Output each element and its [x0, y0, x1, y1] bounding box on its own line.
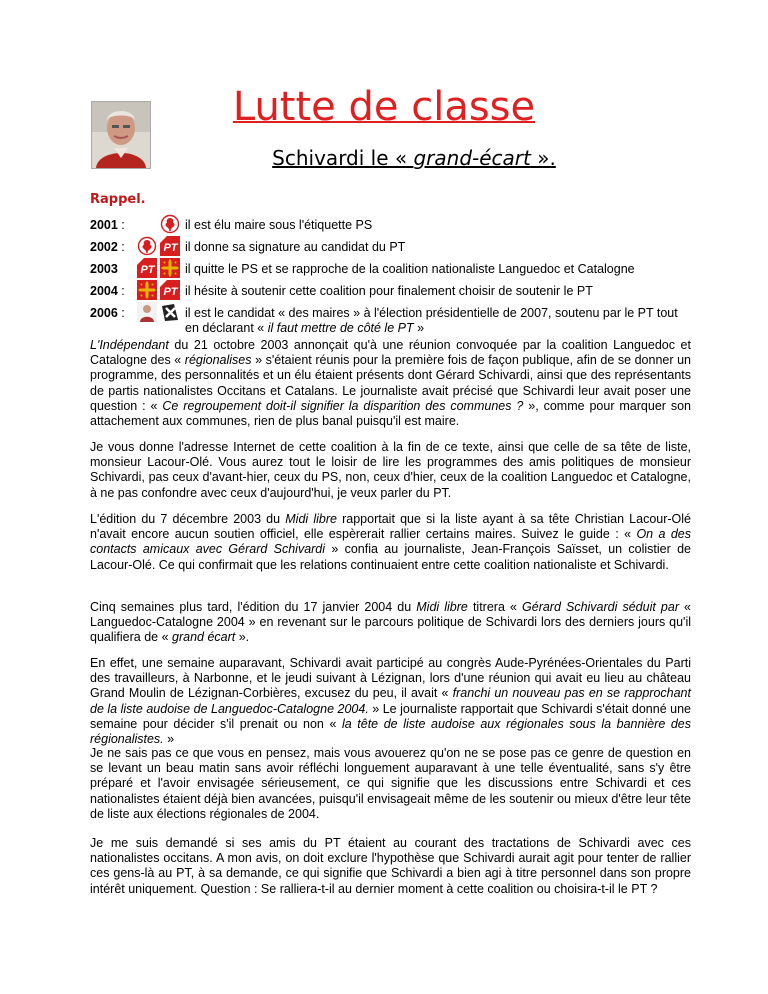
timeline-desc: il quitte le PS et se rapproche de la coalition nationaliste Languedoc et Catalogne	[185, 262, 635, 276]
page-title: Lutte de classe	[232, 84, 536, 130]
occitan-cross-icon	[160, 258, 180, 278]
ballot-icon	[160, 302, 180, 322]
paragraph-1: L'Indépendant du 21 octobre 2003 annonçait qu'à une réunion convoquée par la coalition Languedoc et Catalogne des « régionalises » s'étaient réunis pour la première fois de façon publique, afin de se donner un programme, des personnalités et un élu étaient présents dont Gérard Schivardi, ainsi que des représentants de partis nationalistes Occitans et Catalans. Le journaliste avait précisé que Schivardi leur avait poser une question : « Ce regroupement doit-il signifier la disparition des communes ? », comme pour marquer son attachement aux communes, rien de plus banal puisqu'il est maire.	[90, 338, 691, 429]
timeline-year: 2004	[90, 284, 118, 298]
timeline-year: 2006	[90, 306, 118, 320]
quote: franchi un nouveau pas en se rapprochant de la liste audoise de Languedoc-Catalogne 2004.	[90, 686, 691, 716]
quote: la tête de liste audoise aux régionales sous la bannière des régionalistes.	[90, 716, 691, 747]
paragraph-2: Je vous donne l'adresse Internet de cette coalition à la fin de ce texte, ainsi que celle de sa tête de liste, monsieur Lacour-Olé. Vous aurez tout le loisir de lire les programmes des amis politiques de monsieur Schivardi, pas ceux d'avant-hier, ceux du PS, non, ceux d'hier, ceux de la coalition Languedoc et Catalogne, à ne pas confondre avec ceux d'aujourd'hui, je veux parler du PT.	[90, 440, 691, 500]
newspaper-name: Midi libre	[416, 600, 468, 614]
timeline-desc: il hésite à soutenir cette coalition pour finalement choisir de soutenir le PT	[185, 284, 593, 298]
timeline-list	[90, 218, 690, 340]
pt-logo-icon	[160, 236, 180, 256]
quote: Gérard Schivardi séduit par	[522, 600, 679, 614]
ps-rose-icon	[137, 236, 157, 256]
person-icon	[137, 302, 157, 322]
timeline-item-2003	[90, 262, 690, 284]
pt-logo-icon	[160, 280, 180, 300]
subtitle-emphasis: grand-écart	[413, 146, 531, 170]
section-heading-rappel: Rappel.	[90, 192, 146, 207]
subtitle-end: ».	[530, 146, 556, 170]
ps-rose-icon	[160, 214, 180, 234]
paragraph-7: Je me suis demandé si ses amis du PT étaient au courant des tractations de Schivardi avec ces nationalistes occitans. A mon avis, on doit exclure l'hypothèse que Schivardi aurait agit pour tenter de rallier ces gens-là au PT, à sa demande, ce qui signifie que Schivardi a bien agi à titre personnel dans son propre intérêt uniquement. Question : Se ralliera-t-il au dernier moment à cette coalition ou choisira-t-il le PT ?	[90, 836, 691, 896]
paragraph-5: En effet, une semaine auparavant, Schivardi avait participé au congrès Aude-Pyrénées-Orientales du Parti des travailleurs, à Narbonne, et le jeudi suivant à Lézignan, lors d'une réunion qui avait eu lieu au château Grand Moulin de Lézignan-Corbières, excusez du peu, il avait « franchi un nouveau pas en se rapprochant de la liste audoise de Languedoc-Catalogne 2004. » Le journaliste rapportait que Schivardi s'était donné une semaine pour décider s'il prenait ou non « la tête de liste audoise aux régionales sous la bannière des régionalistes. »	[90, 656, 691, 747]
timeline-year: 2003	[90, 262, 118, 276]
subtitle-text: Schivardi le «	[272, 146, 414, 170]
newspaper-name: Midi libre	[285, 512, 337, 526]
occitan-cross-icon	[137, 280, 157, 300]
timeline-desc: il est le candidat « des maires » à l'élection présidentielle de 2007, soutenu par le PT tout en déclarant « il faut mettre de côté le PT »	[185, 306, 678, 335]
timeline-item-2004: 2004 : il hésite à soutenir cette coalition pour finalement choisir de soutenir le PT	[90, 284, 690, 306]
timeline-year: 2002	[90, 240, 118, 254]
timeline-item-2006: 2006 : il est le candidat « des maires » à l'élection présidentielle de 2007, soutenu par le PT tout en déclarant « il faut mettre de côté le PT »	[90, 306, 690, 340]
paragraph-3: L'édition du 7 décembre 2003 du Midi libre rapportait que si la liste ayant à sa tête Christian Lacour-Olé n'avait encore aucun soutien officiel, elle espèrerait rallier certains maires. Suivez le guide : « On a des contacts amicaux avec Gérard Schivardi » confia au journaliste, Jean-François Saïsset, un colistier de Lacour-Olé. Ce qui confirmait que les relations continuaient entre cette coalition nationaliste et Schivardi.	[90, 512, 692, 572]
paragraph-6: Je ne sais pas ce que vous en pensez, mais vous avouerez qu'on ne se pose pas ce genre de question en se levant un beau matin sans avoir réfléchi longuement auparavant à une telle éventualité, sans s'y être préparé et l'avoir envisagée sérieusement, ce qui signifie que les discussions entre Schivardi et ces nationalistes étaient déjà bien avancées, puisqu'il envisageait même de les soutenir ou mieux d'être leur tête de liste aux élections régionales de 2004.	[90, 746, 691, 821]
newspaper-name: L'Indépendant	[90, 338, 169, 352]
pt-logo-icon	[137, 258, 157, 278]
quote: Ce regroupement doit-il signifier la disparition des communes ?	[162, 398, 524, 413]
timeline-item-2001: 2001 : il est élu maire sous l'étiquette PS	[90, 218, 690, 240]
timeline-desc: il donne sa signature au candidat du PT	[185, 240, 406, 254]
page-subtitle	[0, 146, 768, 170]
quote: On a des contacts amicaux avec Gérard Schivardi	[90, 527, 691, 557]
timeline-item-2002: 2002 : il donne sa signature au candidat du PT	[90, 240, 690, 262]
quote: grand écart	[172, 630, 236, 645]
timeline-desc: il est élu maire sous l'étiquette PS	[185, 218, 373, 232]
timeline-year: 2001	[90, 218, 118, 232]
paragraph-4: Cinq semaines plus tard, l'édition du 17 janvier 2004 du Midi libre titrera « Gérard Schivardi séduit par « Languedoc-Catalogne 2004 » en revenant sur le parcours politique de Schivardi lors des derniers jours qu'il qualifiera de « grand écart ».	[90, 600, 692, 645]
